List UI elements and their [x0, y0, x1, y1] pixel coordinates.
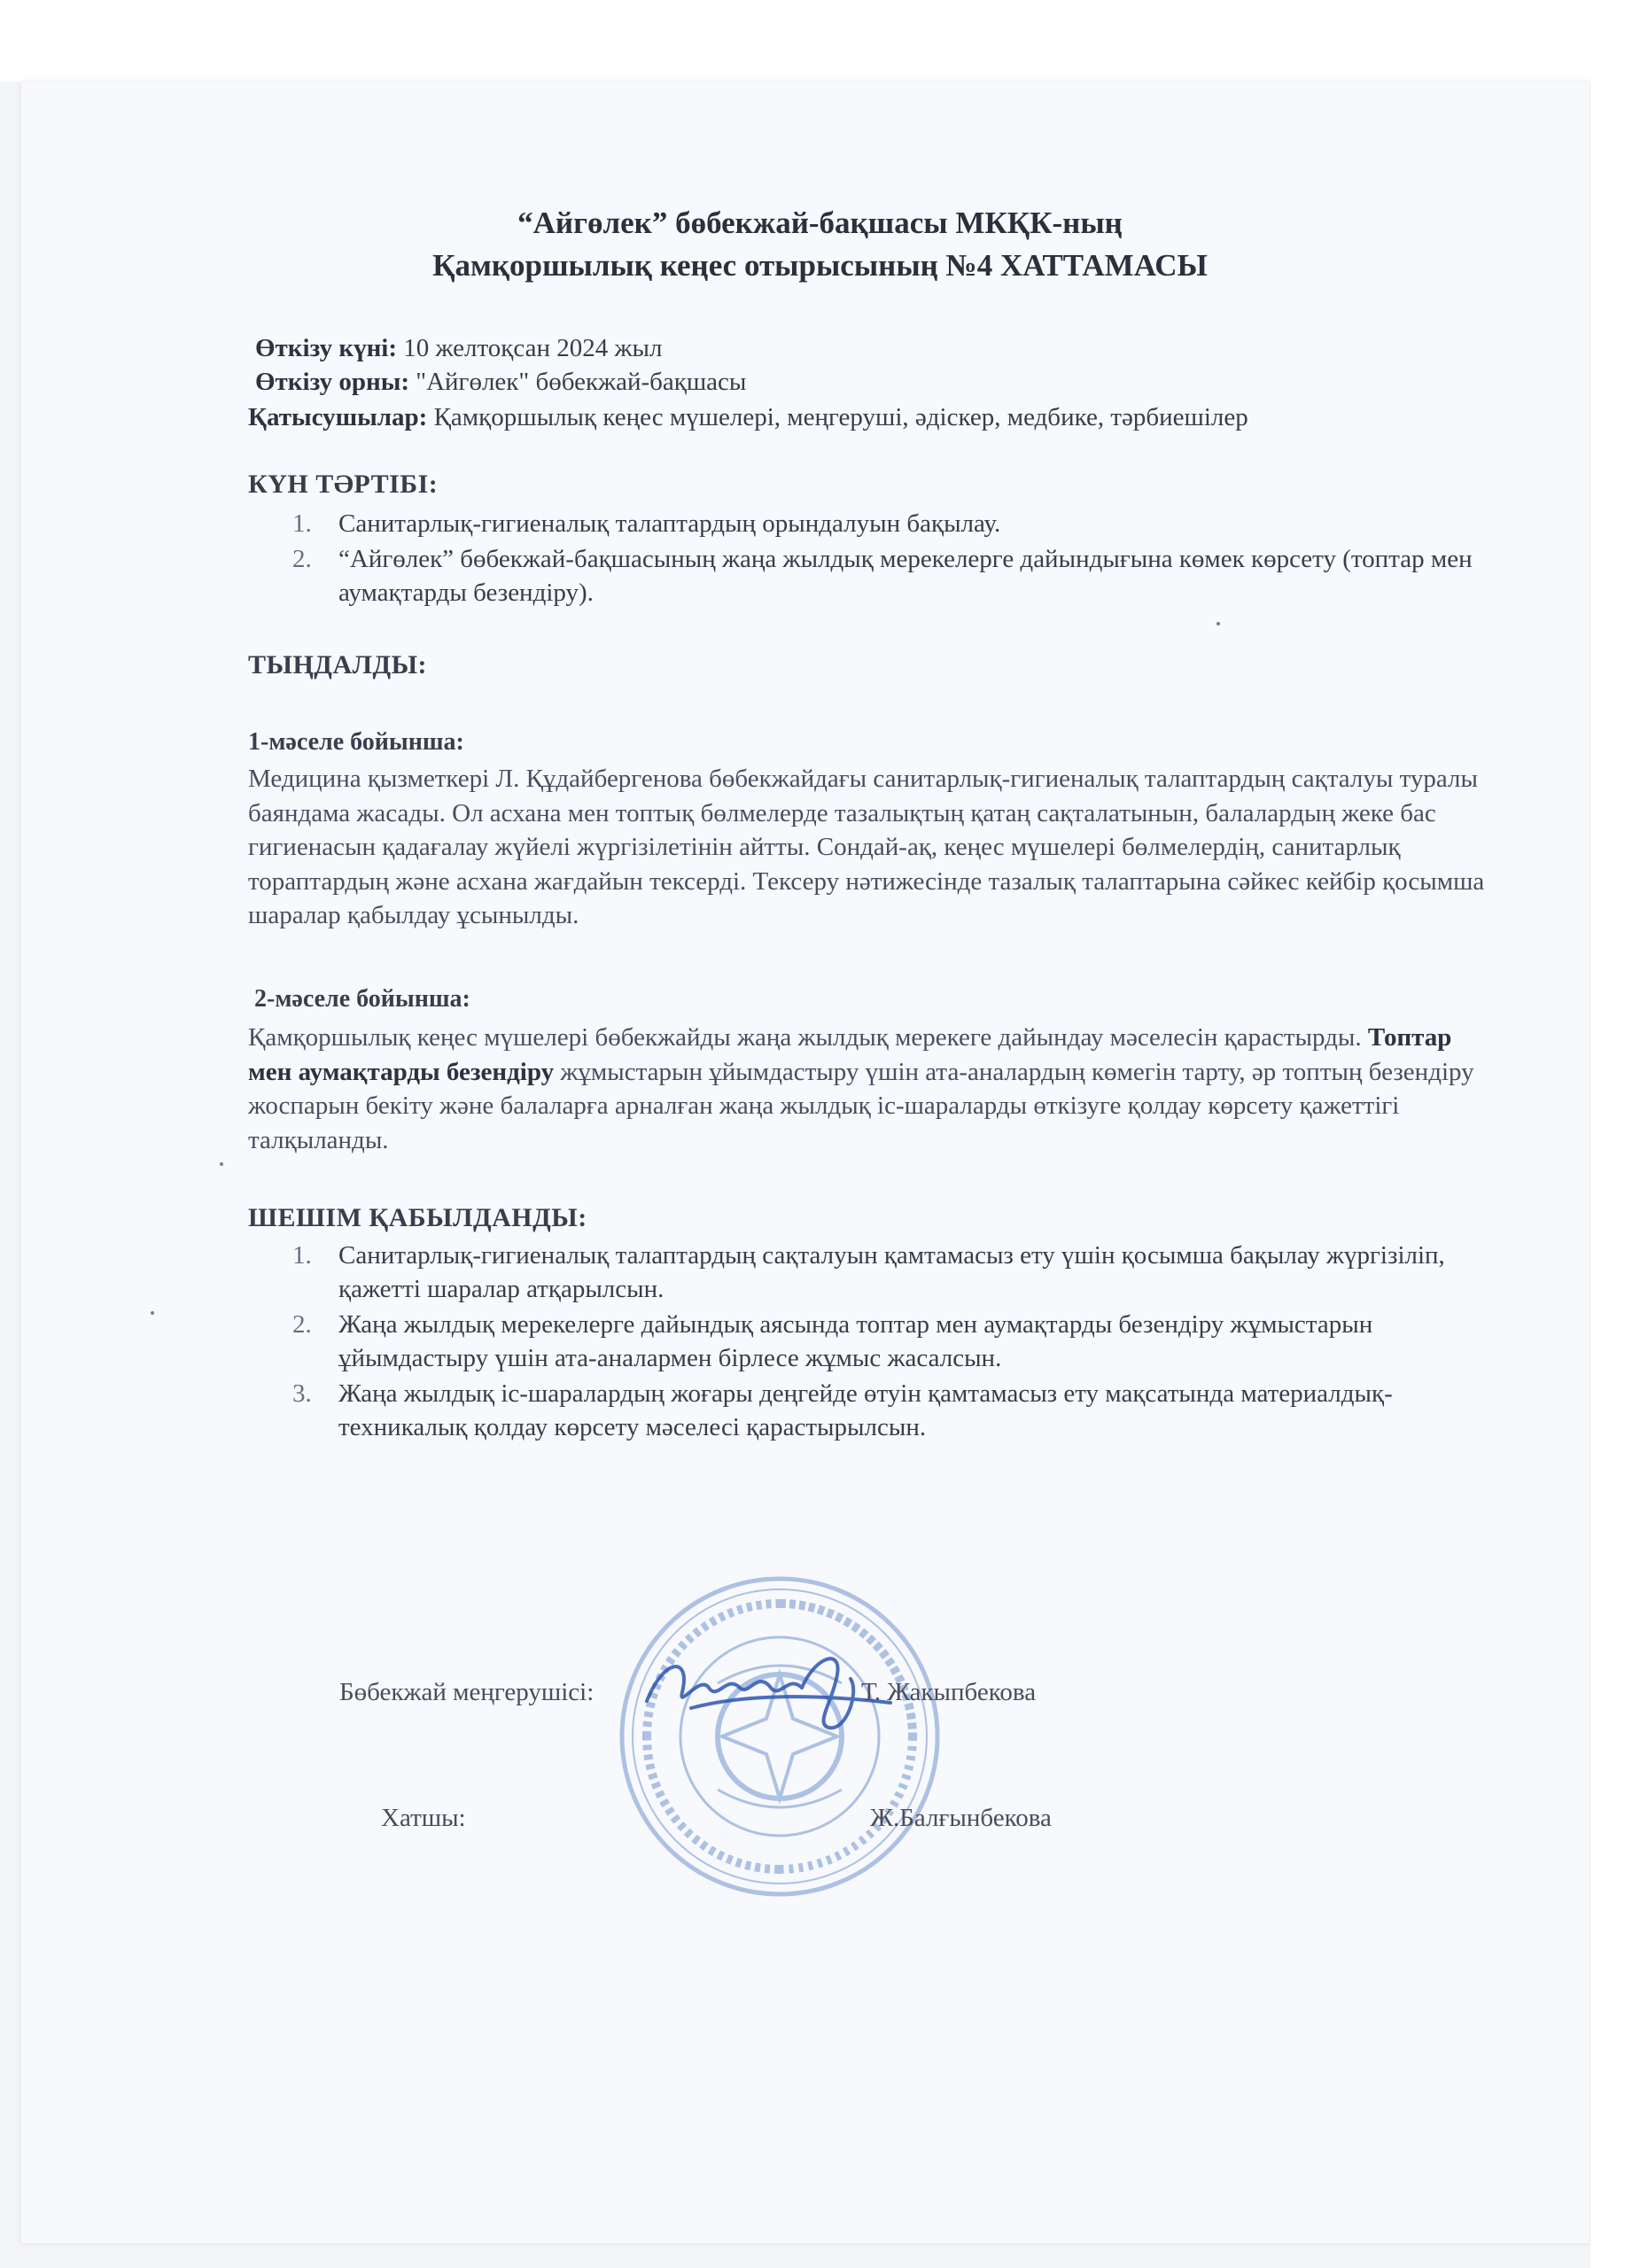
head-signature-label: Бөбекжай меңгерушісі: — [339, 1678, 595, 1706]
agenda-list — [292, 507, 1515, 611]
meta-date-label: Өткізу күні: — [255, 334, 397, 362]
issue-2-text-start: Қамқоршылық кеңес мүшелері бөбекжайды жаңа жылдық мерекеге дайындау мәселесін қарастырды. — [248, 1023, 1368, 1052]
decision-list — [292, 1239, 1515, 1446]
decision-item-number: 3. — [292, 1379, 312, 1408]
scan-top-margin — [0, 0, 1640, 82]
issue-2-text — [248, 1021, 1497, 1157]
decision-heading: ШЕШІМ ҚАБЫЛДАНДЫ: — [248, 1203, 587, 1232]
scan-right-margin — [1590, 0, 1640, 2268]
decision-item-text: Жаңа жылдық мерекелерге дайындық аясында топтар мен аумақтарды безендіру жұмыстарын ұйымдастыру үшін ата-аналармен бірлесе жұмыс жасалсын. — [338, 1310, 1373, 1372]
handwritten-signature-icon — [638, 1639, 895, 1736]
issue-2-text-end: жұмыстарын ұйымдастыру үшін ата-аналардың көмегін тарту, әр топтың безендіру жоспарын бекіту және балаларға арналған жаңа жылдық іс-шараларды өткізуге қолдау көрсету қажеттігі талқыланды. — [248, 1057, 1474, 1154]
meta-place-value: "Айгөлек" бөбекжай-бақшасы — [416, 368, 747, 396]
meta-date-value: 10 желтоқсан 2024 жыл — [403, 334, 663, 362]
heard-heading: ТЫҢДАЛДЫ: — [248, 650, 428, 680]
issue-2-text-emphasis: Топтар мен аумақтарды безендіру — [248, 1023, 1452, 1086]
agenda-item — [292, 507, 1515, 540]
decision-item — [292, 1308, 1515, 1375]
document-title-line-2: Қамқоршылық кеңес отырысының №4 ХАТТАМАСЫ — [432, 248, 1208, 283]
document-title-line-1: “Айгөлек” бөбекжай-бақшасы МКҚК-ның — [517, 206, 1123, 240]
meta-date — [255, 331, 663, 365]
scan-speck — [220, 1162, 223, 1166]
decision-item — [292, 1239, 1515, 1306]
head-signature-name: Т. Жакыпбекова — [861, 1678, 1037, 1706]
agenda-item — [292, 542, 1515, 610]
secretary-name: Ж.Балғынбекова — [870, 1804, 1052, 1832]
decision-item — [292, 1377, 1515, 1444]
agenda-item-text: Санитарлық-гигиеналық талаптардың орындалуын бақылау. — [338, 509, 1001, 538]
decision-item-number: 2. — [292, 1310, 312, 1339]
decision-item-text: Жаңа жылдық іс-шаралардың жоғары деңгейде өтуін қамтамасыз ету мақсатында материалдық-техникалық қолдау көрсету мәселесі қарастырылсын. — [338, 1379, 1393, 1441]
meta-place — [255, 365, 746, 399]
meta-participants-label: Қатысушылар: — [248, 403, 428, 431]
agenda-item-text: “Айгөлек” бөбекжай-бақшасының жаңа жылдық мерекелерге дайындығына көмек көрсету (топтар мен аумақтарды безендіру). — [338, 545, 1473, 607]
meta-participants-value: Қамқоршылық кеңес мүшелері, меңгеруші, әдіскер, медбике, тәрбиешілер — [433, 403, 1248, 431]
issue-1-heading: 1-мәселе бойынша: — [248, 728, 464, 756]
issue-2-heading: 2-мәселе бойынша: — [254, 985, 470, 1013]
agenda-item-number: 1. — [292, 509, 312, 538]
decision-item-text: Санитарлық-гигиеналық талаптардың сақталуын қамтамасыз ету үшін қосымша бақылау жүргізіліп, қажетті шаралар атқарылсын. — [338, 1241, 1445, 1303]
scan-speck — [151, 1311, 154, 1315]
meta-place-label: Өткізу орны: — [255, 368, 409, 396]
decision-item-number: 1. — [292, 1241, 312, 1270]
meta-participants — [248, 400, 1248, 434]
agenda-item-number: 2. — [292, 545, 312, 573]
scan-speck — [1216, 622, 1220, 625]
agenda-heading: КҮН ТӘРТІБІ: — [248, 470, 439, 499]
secretary-label: Хатшы: — [381, 1804, 466, 1832]
round-seal-icon — [611, 1568, 948, 1905]
issue-1-text: Медицина қызметкері Л. Құдайбергенова бөбекжайдағы санитарлық-гигиеналық талаптардың сақталуы туралы баяндама жасады. Ол асхана мен топтық бөлмелерде тазалықтың қатаң сақталатынын, балалардың жеке бас гигиенасын қадағалау жүйелі жүргізілетінін айтты. Сондай-ақ, кеңес мүшелері бөлмелердің, санитарлық тораптардың және асхана жағдайын тексерді. Тексеру нәтижесінде тазалық талаптарына сәйкес кейбір қосымша шаралар қабылдау ұсынылды. — [248, 765, 1485, 929]
